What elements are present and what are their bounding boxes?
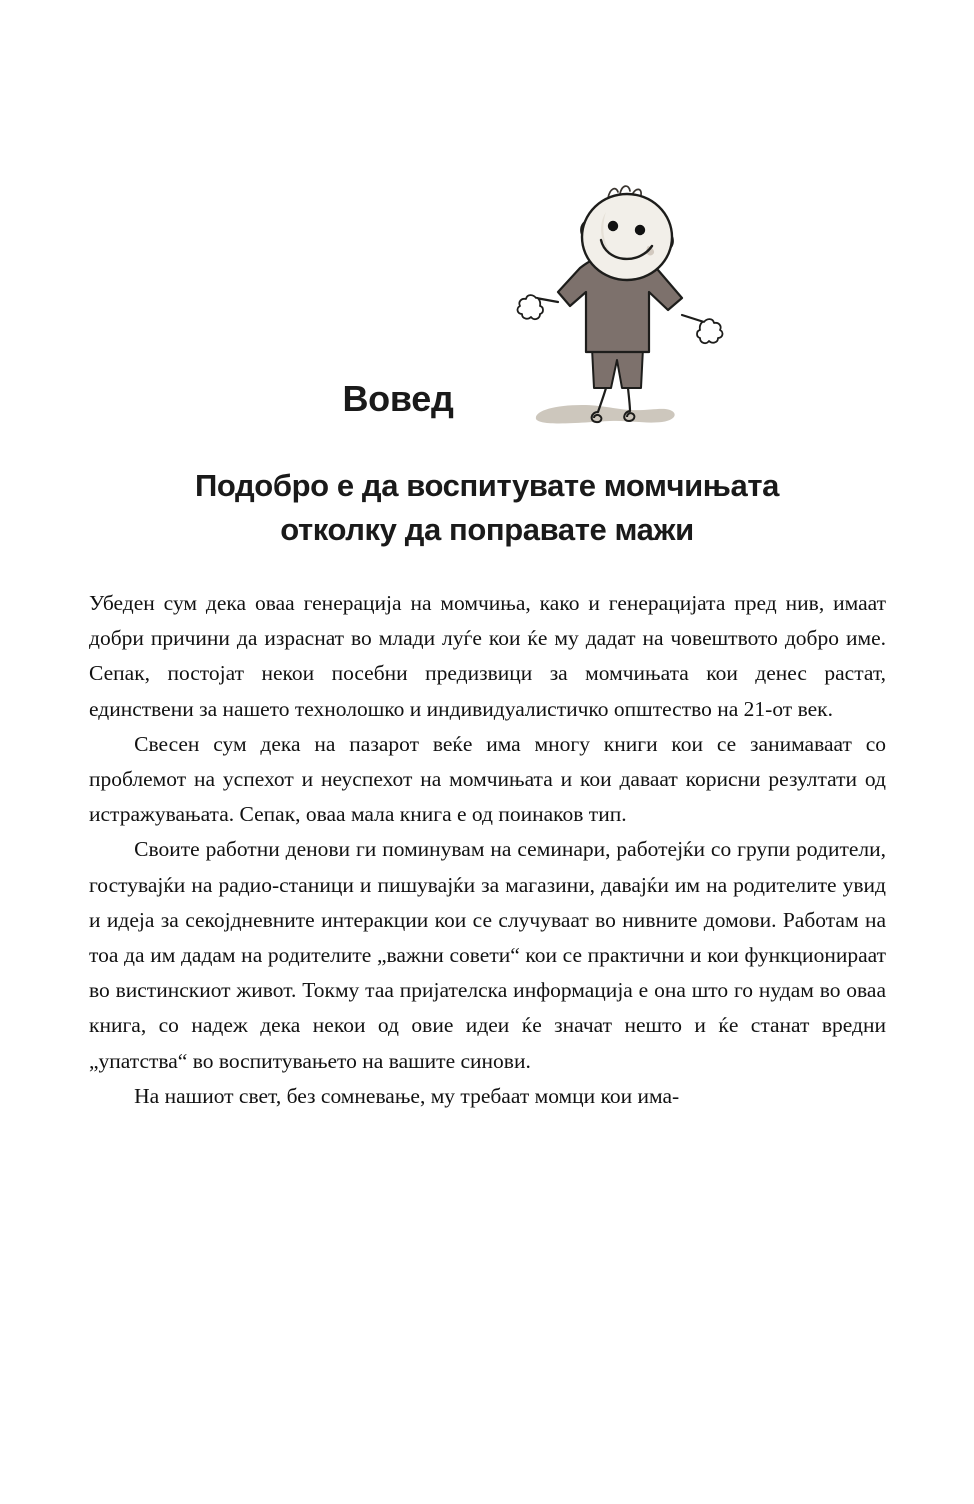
paragraph: Убеден сум дека оваа генерација на момчиња, како и генерацијата пред нив, имаат добри причини да израснат во млади луѓе кои ќе му дадат на човештвото добро име. Сепак, постојат некои посебни предизвици за момчињата кои денес растат, единствени за нашето технолошко и индивидуалистичко општество на 21-от век. [89, 591, 886, 721]
body-text-block [89, 586, 886, 1114]
chapter-subtitle-line-1: Подобро е да воспитувате момчињата [195, 467, 779, 503]
left-arm [518, 295, 558, 319]
chapter-subtitle-line-2: отколку да поправате мажи [280, 511, 694, 547]
right-arm [682, 315, 722, 343]
chapter-title: Вовед [342, 378, 454, 420]
paragraph: На нашиот свет, без сомневање, му требаат момци кои има- [134, 1083, 680, 1108]
paragraph: Своите работни денови ги поминувам на семинари, работејќи со групи родители, гостувајќи на радио-станици и пишувајќи за магазини, давајќи им на родителите увид и идеја за секојдневните интеракции кои се случуваат во нивните домови. Работам на тоа да им дадам на родителите „важни совети“ кои се практични и кои функционираат во вистинскиот живот. Токму таа пријателска информација е она што го нудам во оваа книга, со надеж дека некои од овие идеи ќе значат нешто и ќе станат вредни „упатства“ во воспитувањето на вашите синови. [89, 837, 886, 1073]
paragraph: Свесен сум дека на пазарот веќе има многу книги кои се занимаваат со проблемот на успехот и неуспехот на момчињата и кои даваат корисни резултати од истражувањата. Сепак, оваа мала книга е од поинаков тип. [89, 731, 886, 827]
chapter-subtitle [87, 464, 887, 552]
head [582, 194, 672, 280]
